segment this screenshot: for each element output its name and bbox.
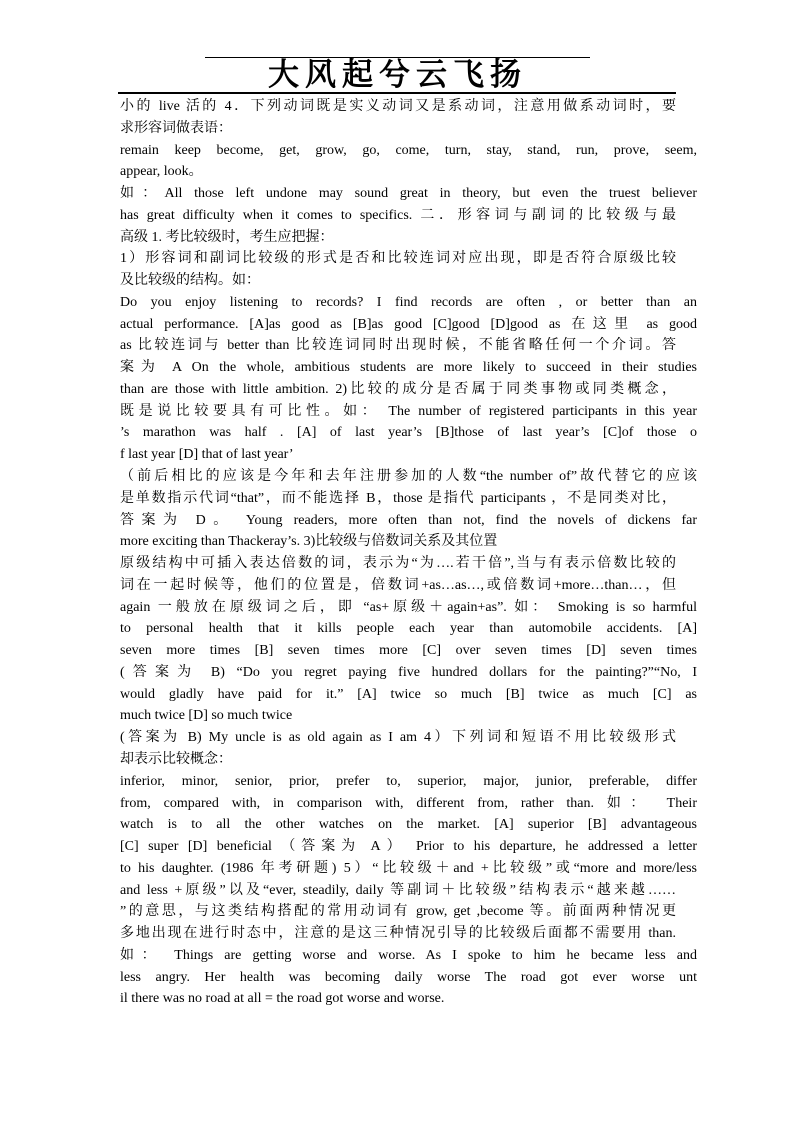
text-line: f last year [D] that of last year’ — [120, 447, 294, 463]
text-line: to his daughter. (1986 年考研题) 5）“比较级＋and +比较级”或“more and more/less — [120, 860, 697, 876]
text-line: to personal health that it kills people each year than automobile accidents. [A] — [120, 621, 697, 637]
text-line: 词在一起时候等，他们的位置是，倍数词+as…as…,或倍数词+more…than…，但 — [120, 577, 676, 593]
text-line: 1）形容词和副词比较级的形式是否和比较连词对应出现，即是否符合原级比较 — [120, 251, 676, 267]
text-line: appear, look。 — [120, 164, 203, 180]
text-line: 原级结构中可插入表达倍数的词，表示为“为….若干倍”,当与有表示倍数比较的 — [120, 556, 676, 572]
page-title: 大风起兮云飞扬 — [268, 57, 527, 92]
text-line: il there was no road at all = the road got worse and worse. — [120, 991, 445, 1007]
text-line: Do you enjoy listening to records? I find records are often , or better than an — [120, 294, 697, 310]
text-line: again 一般放在原级词之后，即 “as+原级＋again+as”. 如： Smoking is so harmful — [120, 599, 697, 615]
text-line: 却表示比较概念： — [120, 751, 232, 767]
text-line: 答案为 D。 Young readers, more often than not, find the novels of dickens far — [120, 512, 697, 528]
text-line: inferior, minor, senior, prior, prefer to, superior, major, junior, preferable, differ — [120, 773, 697, 789]
text-line: watch is to all the other watches on the market. [A] superior [B] advantageous — [120, 817, 697, 833]
text-line: 是单数指示代词“that”，而不能选择 B，those 是指代 participants ，不是同类对比， — [120, 490, 676, 506]
text-line: less angry. Her health was becoming daily worse The road got ever worse unt — [120, 969, 697, 985]
text-line: （前后相比的应该是今年和去年注册参加的人数“the number of”故代替它的应该 — [120, 469, 697, 485]
text-line: 及比较级的结构。如： — [120, 273, 260, 289]
text-line: 如： Things are getting worse and worse. As I spoke to him he became less and — [120, 947, 697, 963]
header-rule-bottom — [118, 92, 676, 94]
text-line: [C] super [D] beneficial （答案为 A） Prior to his departure, he addressed a letter — [120, 839, 697, 855]
text-line: from, compared with, in comparison with, different from, rather than. 如： Their — [120, 795, 697, 811]
text-line: ”的意思，与这类结构搭配的常用动词有 grow, get ,become 等。前面两种情况更 — [120, 904, 676, 920]
text-line: actual performance. [A]as good as [B]as good [C]good [D]good as 在这里 as good — [120, 316, 697, 332]
text-line: 求形容词做表语： — [120, 120, 232, 136]
text-line: as 比较连词与 better than 比较连词同时出现时候，不能省略任何一个介词。答 — [120, 338, 676, 354]
text-line: 小的 live 活的 4．下列动词既是实义动词又是系动词，注意用做系动词时，要 — [120, 99, 676, 114]
text-line: ’s marathon was half . [A] of last year’s [B]those of last year’s [C]of those o — [120, 425, 697, 441]
text-line: has great difficulty when it comes to specifics. 二．形容词与副词的比较级与最 — [120, 207, 676, 223]
text-line: remain keep become, get, grow, go, come, turn, stay, stand, run, prove, seem, — [120, 142, 697, 158]
text-line: 案为 A On the whole, ambitious students are more likely to succeed in their studies — [120, 360, 697, 376]
document-body — [120, 96, 697, 1010]
text-line: (答案为 B) My uncle is as old again as I am 4）下列词和短语不用比较级形式 — [120, 730, 676, 746]
text-line: much twice [D] so much twice — [120, 708, 293, 724]
text-line: (答案为 B) “Do you regret paying five hundred dollars for the painting?”“No, I — [120, 664, 697, 680]
text-line: more exciting than Thackeray’s. 3)比较级与倍数词关系及其位置 — [120, 534, 498, 550]
text-line: 既是说比较要具有可比性。如： The number of registered participants in this year — [120, 403, 697, 419]
text-line: 多地出现在进行时态中，注意的是这三种情况引导的比较级后面都不需要用 than. — [120, 926, 676, 942]
text-line: would gladly have paid for it.” [A] twice so much [B] twice as much [C] as — [120, 686, 697, 702]
text-line: 高级 1. 考比较级时，考生应把握： — [120, 229, 334, 245]
text-line: 如：All those left undone may sound great in theory, but even the truest believer — [120, 186, 697, 202]
text-line: seven more times [B] seven times more [C] over seven times [D] seven times — [120, 643, 697, 659]
text-line: than are those with little ambition. 2)比较的成分是否属于同类事物或同类概念， — [120, 381, 676, 397]
text-line: and less +原级”以及“ever, steadily, daily 等副词＋比较级”结构表示“越来越…… — [120, 882, 676, 898]
